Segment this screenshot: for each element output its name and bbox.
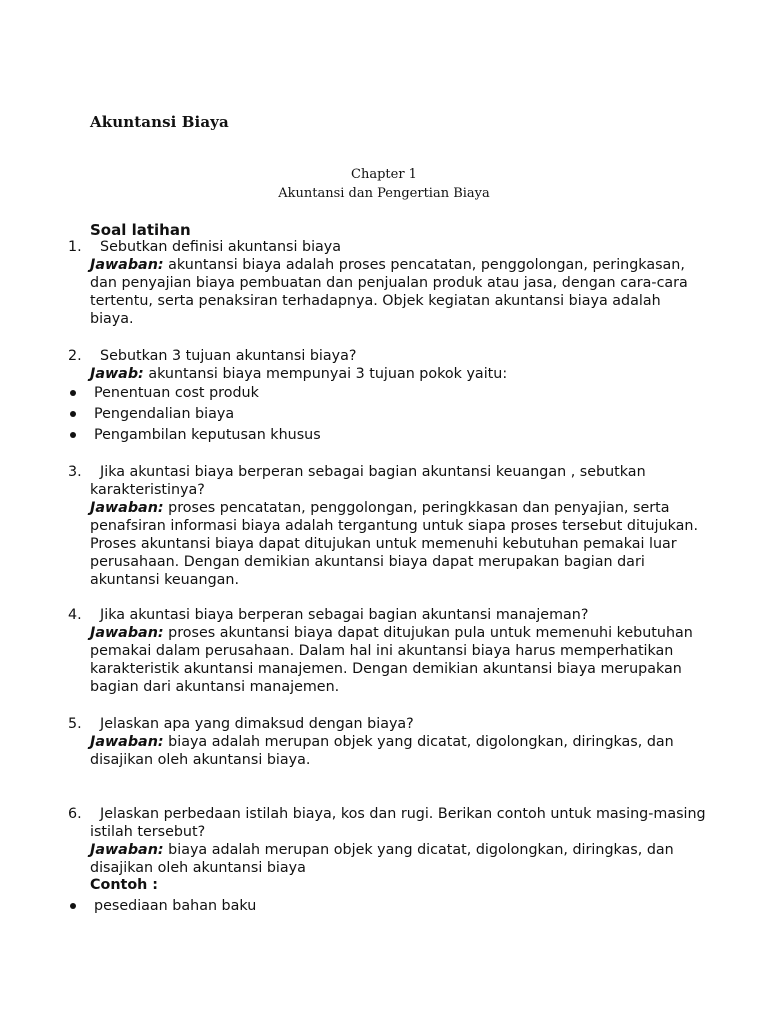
answer [90,841,708,877]
answer [90,256,708,328]
answer-label: Jawaban: [90,257,164,273]
answer-label: Jawaban: [90,842,164,858]
answer [90,624,708,696]
answer-text: proses pencatatan, penggolongan, peringkkasan dan penyajian, serta penafsiran informasi biaya adalah tergantung untuk siapa proses tersebut ditujukan. Proses akuntansi biaya dapat ditujukan untuk memenuhi kebutuhan pemakai luar perusahaan. Dengan demikian akuntansi biaya dapat merupakan bagian dari akuntansi keuangan. [90,500,699,588]
question-text: Jelaskan apa yang dimaksud dengan biaya? [100,716,414,732]
question-text: Sebutkan 3 tujuan akuntansi biaya? [100,348,357,364]
answer [90,365,708,383]
question-number: 4. [68,607,82,623]
question-number: 6. [68,806,82,822]
bullet-list-q2 [68,384,708,447]
question-text: Jika akuntasi biaya berperan sebagai bagian akuntansi manajeman? [100,607,589,623]
question-number: 3. [68,464,82,480]
bullet-icon [70,411,76,417]
answer-label: Jawab: [90,366,144,382]
answer-text: akuntansi biaya adalah proses pencatatan, penggolongan, peringkasan, dan penyajian biaya pembuatan dan penjualan produk atau jasa, dengan cara-cara tertentu, serta penaksiran terhadapnya. Objek kegiatan akuntansi biaya adalah biaya. [90,257,688,327]
answer [90,733,708,769]
bullet-icon [70,432,76,438]
answer [90,499,708,589]
chapter-number: Chapter 1 [351,167,417,182]
answer-text: biaya adalah merupan objek yang dicatat, digolongkan, diringkas, dan disajikan oleh akuntansi biaya [90,842,674,876]
question-1 [68,238,708,328]
answer-text: proses akuntansi biaya dapat ditujukan pula untuk memenuhi kebutuhan pemakai dalam perusahaan. Dalam hal ini akuntansi biaya harus memperhatikan karakteristik akuntansi manajemen. Dengan demikian akuntansi biaya merupakan bagian dari akuntansi manajemen. [90,625,693,695]
question-4 [68,606,708,696]
question-6 [68,805,711,877]
list-item: Pengambilan keputusan khusus [68,426,708,447]
list-item: Pengendalian biaya [68,405,708,426]
question-text: Jelaskan perbedaan istilah biaya, kos dan rugi. Berikan contoh untuk masing-masing istilah tersebut? [90,806,711,840]
bullet-list-q6 [68,897,708,918]
section-title: Soal latihan [90,221,191,239]
list-item: Penentuan cost produk [68,384,708,405]
question-text: Jika akuntasi biaya berperan sebagai bagian akuntansi keuangan , sebutkan karakteristinya? [90,464,651,498]
answer-label: Jawaban: [90,734,164,750]
question-text: Sebutkan definisi akuntansi biaya [100,239,342,255]
answer-text: akuntansi biaya mempunyai 3 tujuan pokok yaitu: [143,366,508,382]
chapter-title: Akuntansi dan Pengertian Biaya [278,186,490,201]
question-5 [68,715,708,769]
question-number: 2. [68,348,82,364]
answer-label: Jawaban: [90,625,164,641]
answer-text: biaya adalah merupan objek yang dicatat, digolongkan, diringkas, dan disajikan oleh akuntansi biaya. [90,734,674,768]
question-3 [68,463,708,589]
document-title: Akuntansi Biaya [90,113,229,131]
example-label: Contoh : [90,877,159,893]
bullet-icon [70,903,76,909]
question-2 [68,347,708,383]
answer-label: Jawaban: [90,500,164,516]
question-number: 1. [68,239,82,255]
question-number: 5. [68,716,82,732]
list-item: pesediaan bahan baku [68,897,708,918]
bullet-icon [70,390,76,396]
